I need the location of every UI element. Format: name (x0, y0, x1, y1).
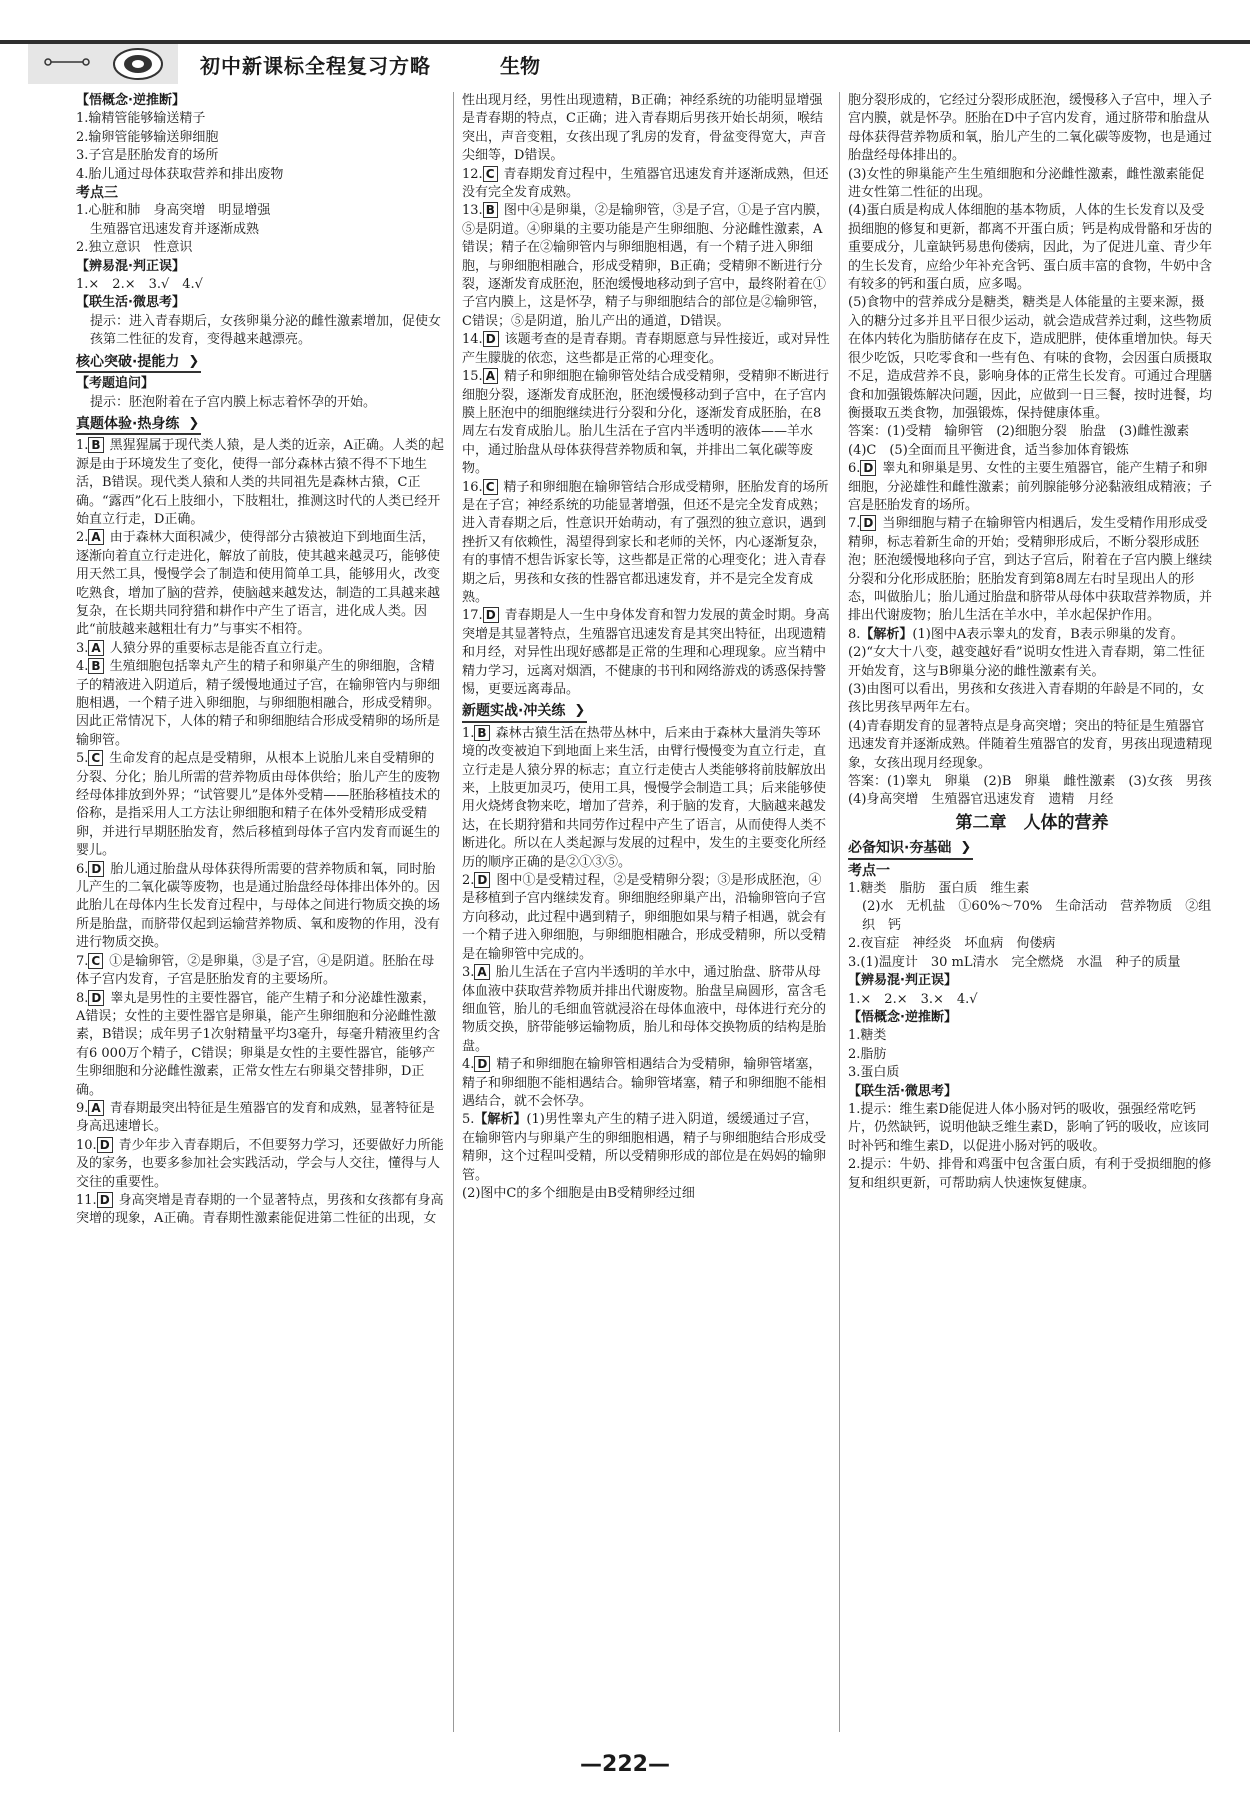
answer-line: 答案：(1)受精 输卵管 (2)细胞分裂 胎盘 (3)雌性激素 (4)C (5)全面而且平衡进食，适当参加体育锻炼 (848, 424, 1203, 458)
section-label: 【悟概念·逆推断】 (848, 1009, 957, 1025)
explanation-text: 黑猩猩属于现代类人猿，是人类的近亲，A正确。人类的起源是由于环境发生了变化，使得一部分森林古猿不得不下地生活，B错误。现代类人猿和人类的共同祖先是森林古猿，C正确。“露西”化石上肢细小，下肢粗壮，推测这时代的人类已经开始直立行走，D正确。 (76, 438, 444, 527)
question-item (76, 990, 444, 1100)
chapter-title: 第二章 人体的营养 (955, 812, 1109, 833)
answer-box: A (88, 640, 103, 656)
analysis-label: 【解析】 (474, 1112, 527, 1128)
section-bar-title: 必备知识·夯基础 ❯ (848, 839, 973, 859)
question-number: 13. (462, 203, 483, 219)
explanation-text: 生命发育的起点是受精卵，从根本上说胎儿来自受精卵的分裂、分化；胎儿所需的营养物质由母体供给；胎儿产生的废物经母体排放到外界；“试管婴儿”是体外受精——胚胎移植技术的俗称，是指采用人工方法让卵细胞和精子在体外受精形成受精卵，并进行早期胚胎发育，然后移植到母体子宫内发育而诞生的婴儿。 (76, 751, 441, 859)
question-number: 7. (76, 953, 89, 969)
explanation-text: 青春期发育过程中，生殖器官迅速发育并逐渐成熟，但还没有完全发育成熟。 (462, 166, 829, 201)
answer-box: C (88, 750, 103, 766)
answer-box: D (860, 460, 876, 476)
section-label: 【考题追问】 (76, 376, 155, 392)
column-divider (453, 92, 454, 1732)
section-label: 【悟概念·逆推断】 (76, 93, 185, 108)
text-line: 1.× 2.× 3.√ 4.√ (76, 277, 203, 293)
explanation-text: 睾丸是男性的主要性器官，能产生精子和分泌雄性激素，A错误；女性的主要性器官是卵巢，能产生卵细胞和分泌雌性激素，B错误；成年男子1次射精量平均3毫升，每毫升精液里约含有6 000万个精子，C错误；卵巢是女性的主要性器官，能够产生卵细胞和分泌雌性激素，正常女性左右卵巢交替排卵，D正确。 (76, 990, 441, 1098)
question-item (462, 964, 830, 1056)
explanation-text: 精子和卵细胞在输卵管相遇结合为受精卵，输卵管堵塞，精子和卵细胞不能相遇结合。输卵管堵塞，精子和卵细胞不能相遇结合，就不会怀孕。 (462, 1057, 827, 1109)
text-line: 2.夜盲症 神经炎 坏血病 佝偻病 (848, 936, 1056, 952)
explanation-text: 身高突增是青春期的一个显著特点，男孩和女孩都有身高突增的现象，A正确。青春期性激素能促进第二性征的出现，女 (76, 1192, 444, 1227)
text-line: 3.(1)温度计 30 mL清水 完全燃烧 水温 种子的质量 (848, 954, 1181, 970)
explanation-text: (1)男性睾丸产生的精子进入阴道，缓缓通过子宫，在输卵管内与卵巢产生的卵细胞相遇，精子与卵细胞结合形成受精卵，这个过程叫受精，所以受精卵形成的部位是在妈妈的输卵管。 (462, 1112, 827, 1183)
answer-box: D (483, 331, 499, 347)
question-number: 2. (462, 873, 475, 889)
question-number: 11. (76, 1192, 97, 1208)
text-line: (3)由图可以看出，男孩和女孩进入青春期的年龄是不同的，女孩比男孩早两年左右。 (848, 682, 1205, 716)
section-bar-wrap (76, 412, 444, 437)
question-number: 2. (76, 530, 89, 546)
answer-box: B (483, 202, 498, 218)
question-item (76, 861, 444, 953)
text-line: (3)女性的卵巢能产生生殖细胞和分泌雌性激素，雌性激素能促进女性第二性征的出现。 (848, 166, 1205, 201)
question-number: 9. (76, 1100, 89, 1116)
question-item (848, 515, 1216, 625)
question-item (848, 460, 1216, 515)
question-number: 4. (76, 659, 89, 675)
question-item (76, 1137, 444, 1192)
question-item (76, 953, 444, 990)
answer-box: B (88, 658, 103, 674)
explanation-text: 图中①是受精过程，②是受精卵分裂；③是形成胚泡，④是移植到子宫内继续发育。卵细胞经卵巢产出，沿输卵管向子宫方向移动，此过程中遇到精子，卵细胞如果与精子相遇，就会有一个精子进入卵细胞，与卵细胞相融合，形成受精卵，所以受精是在输卵管中完成的。 (462, 873, 827, 962)
text-line: 提示：胚泡附着在子宫内膜上标志着怀孕的开始。 (90, 394, 377, 410)
answer-box: A (483, 368, 498, 384)
answer-box: B (88, 437, 103, 453)
question-item (76, 529, 444, 639)
section-bar-wrap (848, 836, 1216, 861)
analysis-item (462, 1111, 830, 1185)
answer-box: A (88, 1100, 103, 1116)
text-line: 3.蛋白质 (848, 1065, 900, 1081)
answer-line: 答案：(1)睾丸 卵巢 (2)B 卵巢 雌性激素 (3)女孩 男孩 (4)身高突增 生殖器官迅速发育 遗精 月经 (848, 774, 1225, 808)
explanation-text: 由于森林大面积减少，使得部分古猿被迫下到地面生活，逐渐向着直立行走进化，解放了前肢，使其越来越灵巧，能够使用天然工具，慢慢学会了制造和使用简单工具，能够用火，改变吃熟食，增加了脑的营养，使脑越来越发达，制造的工具越来越复杂，在长期共同狩猎和耕作中产生了语言，进化成人类。因此“前肢越来越粗壮有力”与事实不相符。 (76, 530, 441, 638)
question-item (462, 872, 830, 964)
text-line: 1.输精管能够输送精子 (76, 111, 206, 127)
question-number: 1. (76, 438, 89, 454)
section-bar-title: 核心突破·提能力 ❯ (76, 353, 201, 373)
question-number: 8. (76, 990, 89, 1006)
header-rule (0, 40, 1250, 44)
explanation-text: 青春期最突出特征是生殖器官的发育和成熟，显著特征是身高迅速增长。 (76, 1100, 435, 1135)
section-label: 【联生活·微思考】 (76, 295, 185, 311)
explanation-text: 青春期是人一生中身体发育和智力发展的黄金时期。身高突增是其显著特点，生殖器官迅速发育是其突出特征，出现遗精和月经，对异性出现好感都是正常的生理和心理现象。应当精中精力学习，远离对烟酒，不健康的书刊和网络游戏的诱惑保持警惕，更要远离毒品。 (462, 608, 830, 697)
question-item (76, 640, 444, 658)
answer-box: D (474, 872, 490, 888)
answer-box: D (97, 1192, 113, 1208)
question-item (76, 750, 444, 860)
explanation-text: 精子和卵细胞在输卵管结合形成受精卵，胚胎发育的场所是在子宫；神经系统的功能显著增强，但还不是完全发育成熟；进入青春期之后，性意识开始萌动，有了强烈的独立意识，遇到挫折又有依赖性，渴望得到家长和老师的关怀，内心逐渐复杂，有的事情不想告诉家长等，这些都是正常的心理变化；进入青春期之后，男孩和女孩的性器官都迅速发育，并不是完全发育成熟。 (462, 479, 829, 605)
question-number: 15. (462, 369, 483, 385)
text-line: (4)蛋白质是构成人体细胞的基本物质，人体的生长发育以及受损细胞的修复和更新，都离不开蛋白质；钙是构成骨骼和牙齿的重要成分，儿童缺钙易患佝偻病，因此，为了促进儿童、青少年的生长发育，应给少年补充含钙、蛋白质丰富的食物，牛奶中含有较多的钙和蛋白质，应多喝。 (848, 203, 1213, 293)
topic-heading: 考点三 (76, 185, 118, 202)
answer-box: C (483, 479, 498, 495)
page-header (0, 0, 1250, 84)
topic-heading: 考点一 (848, 862, 890, 879)
question-number: 14. (462, 332, 483, 348)
answer-box: D (88, 990, 104, 1006)
text-line: (2)图中C的多个细胞是由B受精卵经过细 (462, 1185, 695, 1201)
answer-box: B (474, 725, 489, 741)
question-number: 12. (462, 166, 483, 182)
explanation-text: 森林古猿生活在热带丛林中，后来由于森林大量消失等环境的改变被迫下到地面上来生活，由臂行慢慢变为直立行走，直立行走是人猿分界的标志；直立行走使古人类能够将前肢解放出来，上肢更加灵巧，使用工具，慢慢学会制造工具；后来能够使用火烧烤食物来吃，增加了营养，利于脑的发育，大脑越来越发达，在长期狩猎和共同劳作过程中产生了语言，从而使得人类不断进化。所以在人类起源与发展的过程中，发生的主要变化所经历的顺序正确的是②①③⑤。 (462, 725, 827, 870)
explanation-text: 该题考查的是青春期。青春期愿意与异性接近，或对异性产生朦胧的依恋，这些都是正常的心理变化。 (462, 332, 830, 366)
column-right (848, 92, 1225, 1732)
text-line: (2)“女大十八变，越变越好看”说明女性进入青春期，第二性征开始发育，这与B卵巢分泌的雌性激素有关。 (848, 645, 1205, 679)
subject-title: 生物 (500, 54, 540, 78)
question-item (462, 725, 830, 872)
column-divider (839, 92, 840, 1732)
question-number: 16. (462, 479, 483, 495)
section-bar-wrap (462, 699, 830, 724)
question-number: 1. (462, 725, 475, 741)
book-title: 初中新课标全程复习方略 (200, 54, 431, 78)
question-item (462, 479, 830, 608)
answer-box: D (97, 1137, 113, 1153)
question-item (76, 1100, 444, 1137)
text-line: (4)青春期发育的显著特点是身高突增；突出的特征是生殖器官迅速发育并逐渐成熟。伴随着生殖器官的发育，男孩出现遗精现象，女孩出现月经现象。 (848, 718, 1213, 771)
question-item (462, 331, 830, 368)
question-item (462, 202, 830, 331)
explanation-text: 胎儿生活在子宫内半透明的羊水中，通过胎盘、脐带从母体血液中获取营养物质并排出代谢废物。胎盘呈扁圆形，富含毛细血管，胎儿的毛细血管就浸浴在母体血液中，母体进行充分的物质交换，脐带能够运输物质，胎儿和母体交换物质的结构是胎盘。 (462, 965, 827, 1054)
text-line: 4.胎儿通过母体获取营养和排出废物 (76, 166, 284, 182)
answer-box: D (860, 515, 876, 531)
column-left (76, 92, 444, 1732)
explanation-text: (1)图中A表示睾丸的发育，B表示卵巢的发育。 (912, 626, 1184, 642)
question-item (462, 166, 830, 203)
question-number: 6. (848, 461, 861, 477)
section-label: 【辨易混·判正误】 (848, 973, 957, 989)
section-bar-title: 新题实战·冲关练 ❯ (462, 702, 587, 722)
answer-box: C (483, 166, 498, 182)
question-number: 8. (848, 626, 861, 642)
text-line: 2.独立意识 性意识 (76, 240, 193, 256)
answer-box: D (483, 607, 499, 623)
text-line: (5)食物中的营养成分是糖类，糖类是人体能量的主要来源，摄入的糖分过多并且平日很少运动，就会造成营养过剩，这些物质在体内转化为脂肪储存在皮下，造成肥胖，使体重增加快。每天很少吃饭，只吃零食和一些有色、有味的食物，会因蛋白质摄取不足，造成营养不良，影响身体的正常生长发育。可通过合理膳食和加强锻炼解决问题，因此，应做到一日三餐，按时进餐，均衡摄取五类食物，加强锻炼，保持健康体重。 (848, 295, 1213, 421)
page-number: —222— (580, 1752, 670, 1777)
question-number: 3. (76, 640, 89, 656)
answer-box: D (474, 1056, 490, 1072)
answer-box: C (88, 953, 103, 969)
question-item (462, 607, 830, 699)
text-line: 1.提示：维生素D能促进人体小肠对钙的吸收，强强经常吃钙片，仍然缺钙，说明他缺乏维生素D，影响了钙的吸收，应该同时补钙和维生素D，以促进小肠对钙的吸收。 (848, 1101, 1210, 1154)
text-line: 2.提示：牛奶、排骨和鸡蛋中包含蛋白质，有利于受损细胞的修复和组织更新，可帮助病人快速恢复健康。 (848, 1157, 1212, 1191)
question-number: 5. (462, 1112, 475, 1128)
explanation-text: 生殖细胞包括睾丸产生的精子和卵巢产生的卵细胞，含精子的精液进入阴道后，精子缓慢地通过子宫，在输卵管内与卵细胞相遇，一个精子进入卵细胞，与卵细胞相融合，形成受精卵。因此正常情况下，人体的精子和卵细胞结合形成受精卵的场所是输卵管。 (76, 659, 441, 748)
question-number: 7. (848, 516, 861, 532)
explanation-text: 青少年步入青春期后，不但要努力学习，还要做好力所能及的家务，也要多参加社会实践活动，学会与人交往，懂得与人交往的重要性。 (76, 1137, 444, 1190)
question-number: 17. (462, 608, 483, 624)
explanation-text: ①是输卵管，②是卵巢，③是子宫，④是阴道。胚胎在母体子宫内发育，子宫是胚胎发育的主要场所。 (76, 953, 435, 988)
question-item (462, 368, 830, 478)
section-bar-wrap (76, 350, 444, 375)
explanation-text: 当卵细胞与精子在输卵管内相遇后，发生受精作用形成受精卵，标志着新生命的开始；受精卵形成后，不断分裂形成胚泡；胚泡缓慢地移向子宫，到达子宫后，附着在子宫内膜上继续分裂和分化形成胚胎；胚胎发育到第8周左右时呈现出人的形态，叫做胎儿；胎儿通过胎盘和脐带从母体中获取营养物质，并排出代谢废物；胎儿生活在羊水中，羊水起保护作用。 (848, 516, 1213, 624)
text-line: 胞分裂形成的，它经过分裂形成胚泡，缓慢移入子宫中，埋入子宫内膜，就是怀孕。胚胎在D中子宫内发育，通过脐带和胎盘从母体获得营养物质和氧，胎儿产生的二氧化碳等废物，也是通过胎盘经母体排出的。 (848, 93, 1213, 164)
section-label: 【辨易混·判正误】 (76, 258, 185, 274)
column-middle (462, 92, 830, 1732)
explanation-text: 睾丸和卵巢是男、女性的主要生殖器官，能产生精子和卵细胞，分泌雄性和雌性激素；前列腺能够分泌黏液组成精液；子宫是胚胎发育的场所。 (848, 461, 1213, 513)
text-line: 1.糖类 脂肪 蛋白质 维生素 (848, 881, 1030, 897)
text-line: 提示：进入青春期后，女孩卵巢分泌的雌性激素增加，促使女孩第二性征的发育，变得越来越漂亮。 (90, 313, 442, 348)
question-number: 6. (76, 861, 89, 877)
answer-box: A (474, 964, 489, 980)
text-line: 1.× 2.× 3.× 4.√ (848, 991, 978, 1007)
text-line: 1.心脏和肺 身高突增 明显增强 (76, 203, 271, 219)
question-item (462, 1056, 830, 1111)
answer-box: D (88, 861, 104, 877)
section-label: 【联生活·微思考】 (848, 1083, 957, 1099)
question-item (76, 658, 444, 750)
question-number: 5. (76, 751, 89, 767)
text-line: (2)水 无机盐 ①60%～70% 生命活动 营养物质 ②组织 钙 (862, 899, 1212, 933)
section-bar-title: 真题体验·热身练 ❯ (76, 415, 201, 435)
explanation-text: 胎儿通过胎盘从母体获得所需要的营养物质和氧，同时胎儿产生的二氧化碳等废物，也是通过胎盘经母体排出体外的。因此胎儿在母体内生长发育过程中，与母体之间进行物质交换的场所是胎盘，而脐带仅起到运输营养物质、氧和废物的作用，没有进行物质交换。 (76, 861, 441, 951)
explanation-text: 人猿分界的重要标志是能否直立行走。 (109, 640, 331, 656)
text-line: 性出现月经，男性出现遗精，B正确；神经系统的功能明显增强是青春期的特点，C正确；进入青春期后男孩开始长胡须，喉结突出，声音变粗，女孩出现了乳房的发育，骨盆变得宽大，声音尖细等，D错误。 (462, 93, 827, 164)
question-number: 3. (462, 965, 475, 981)
answer-box: A (88, 529, 103, 545)
book-logo-icon (28, 44, 178, 84)
explanation-text: 图中④是卵巢，②是输卵管，③是子宫，①是子宫内膜，⑤是阴道。④卵巢的主要功能是产生卵细胞、分泌雌性激素，A错误；精子在②输卵管内与卵细胞相遇，有一个精子进入卵细胞，与卵细胞相融合，形成受精卵，B正确；受精卵不断进行分裂，逐渐发育成胚泡，胚泡缓慢地移动到子宫中，最终附着在①子宫内膜上，这是怀孕，精子与卵细胞结合的部位是②输卵管，C错误；⑤是阴道，胎儿产出的通道，D错误。 (462, 203, 829, 329)
text-line: 1.糖类 (848, 1028, 887, 1044)
question-number: 4. (462, 1057, 475, 1073)
question-item (76, 1192, 444, 1229)
text-line: 2.输卵管能够输送卵细胞 (76, 129, 219, 145)
text-line: 2.脂肪 (848, 1046, 887, 1062)
text-line: 3.子宫是胚胎发育的场所 (76, 148, 219, 164)
analysis-label: 【解析】 (860, 626, 913, 642)
explanation-text: 精子和卵细胞在输卵管处结合成受精卵，受精卵不断进行细胞分裂，逐渐发育成胚泡，胚泡缓慢移动到子宫中，在子宫内膜上胚泡中的细胞继续进行分裂和分化，逐渐发育成胚胎，在8周左右发育成胎儿。胎儿生活在子宫内半透明的液体——羊水中，通过胎盘从母体获得营养物质和氧，并排出二氧化碳等废物。 (462, 369, 829, 477)
question-number: 10. (76, 1137, 97, 1153)
analysis-item (848, 626, 1216, 644)
question-item (76, 437, 444, 529)
text-line: 生殖器官迅速发育并逐渐成熟 (90, 221, 260, 237)
